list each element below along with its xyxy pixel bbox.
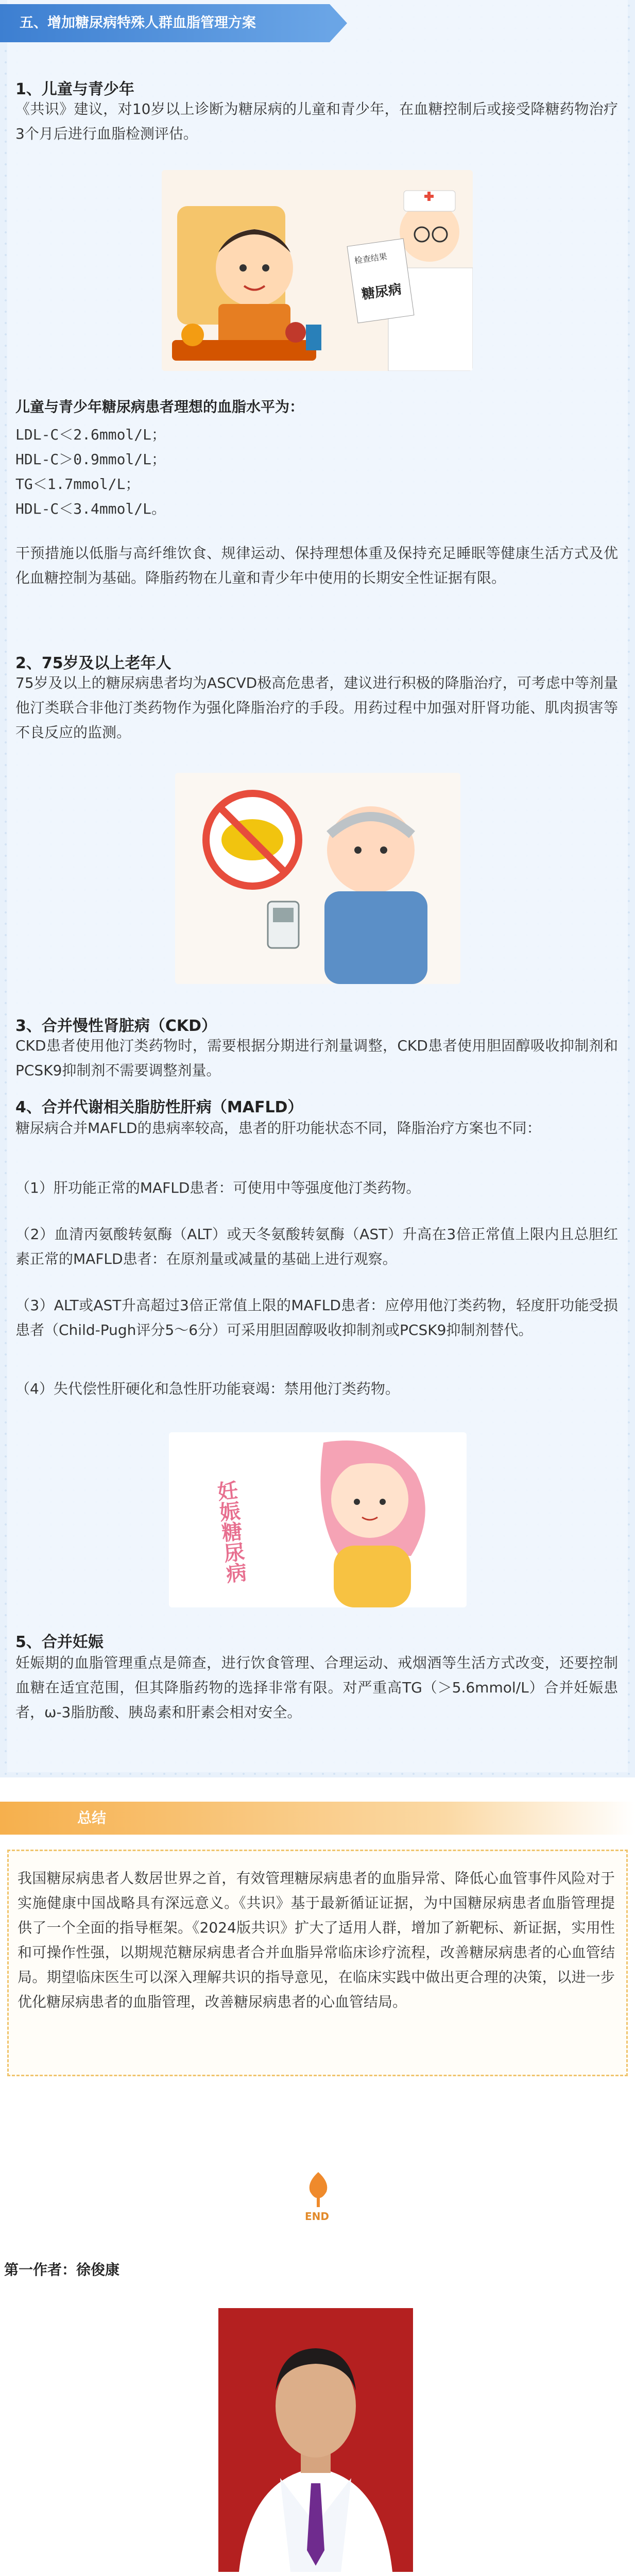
end-label: END: [305, 2210, 330, 2223]
heading-elderly: 2、75岁及以上老年人: [15, 654, 171, 672]
para-children-intervention: 干预措施以低脂与高纤维饮食、规律运动、保持理想体重及保持充足睡眠等健康生活方式及优化血糖控制为基础。降脂药物在儿童和青少年中使用的长期安全性证据有限。: [15, 545, 618, 586]
para-elderly: 75岁及以上的糖尿病患者均为ASCVD极高危患者，建议进行积极的降脂治疗，可考虑中等剂量他汀类联合非他汀类药物作为强化降脂治疗的手段。用药过程中加强对肝肾功能、肌肉损害等不良反应的监测。: [15, 674, 618, 741]
para-children-intro: 《共识》建议，对10岁以上诊断为糖尿病的儿童和青少年，在血糖控制后或接受降糖药物治疗3个月后进行血脂检测评估。: [15, 100, 618, 142]
mafld-item-3: （3）ALT或AST升高超过3倍正常值上限的MAFLD患者：应停用他汀类药物，轻度肝功能受损患者（Child-Pugh评分5～6分）可采用胆固醇吸收抑制剂或PCSK9抑制剂替代。: [15, 1297, 618, 1338]
mafld-item-1: （1）肝功能正常的MAFLD患者：可使用中等强度他汀类药物。: [15, 1179, 421, 1196]
elderly-svg: [175, 773, 460, 984]
child-doctor-svg: [162, 170, 473, 371]
heading-ckd: 3、合并慢性肾脏病（CKD）: [15, 1017, 217, 1035]
pregnancy-caption: 妊娠糖尿病: [213, 1479, 248, 1585]
heading-mafld: 4、合并代谢相关脂肪性肝病（MAFLD）: [15, 1098, 303, 1116]
target-ldl: LDL-C＜2.6mmol/L；: [15, 426, 166, 443]
target-hdl: HDL-C＞0.9mmol/L；: [15, 451, 166, 468]
summary-text: 我国糖尿病患者人数居世界之首，有效管理糖尿病患者的血脂异常、降低心血管事件风险对于实施健康中国战略具有深远意义。《共识》基于最新循证证据，为中国糖尿病患者血脂管理提供了一个全面的指导框架。《2024版共识》扩大了适用人群，增加了新靶标、新证据，实用性和可操作性强，以期规范糖尿病患者合并血脂异常临床诊疗流程，改善糖尿病患者的心血管结局。期望临床医生可以深入理解共识的指导意见，在临床实践中做出更合理的决策，以进一步优化糖尿病患者的血脂管理，改善糖尿病患者的心血管结局。: [18, 1870, 615, 2010]
pregnancy-svg: [169, 1432, 467, 1607]
para-pregnancy: 妊娠期的血脂管理重点是筛查，进行饮食管理、合理运动、戒烟酒等生活方式改变，还要控制血糖在适宜范围，但其降脂药物的选择非常有限。对严重高TG（＞5.6mmol/L）合并妊娠患者，ω-3脂肪酸、胰岛素和肝素会相对安全。: [15, 1654, 618, 1721]
heading-lipid-targets: 儿童与青少年糖尿病患者理想的血脂水平为：: [15, 398, 304, 415]
mafld-item-4: （4）失代偿性肝硬化和急性肝功能衰竭：禁用他汀类药物。: [15, 1380, 400, 1397]
mafld-item-2: （2）血清丙氨酸转氨酶（ALT）或天冬氨酸转氨酶（AST）升高在3倍正常值上限内且总胆红素正常的MAFLD患者：在原剂量或减量的基础上进行观察。: [15, 1226, 618, 1267]
report-title: 检查结果: [353, 251, 388, 266]
author-label: 第一作者：徐俊康: [4, 2261, 120, 2278]
target-tg: TG＜1.7mmol/L；: [15, 476, 140, 493]
para-mafld-intro: 糖尿病合并MAFLD的患病率较高，患者的肝功能状态不同，降脂治疗方案也不同：: [15, 1120, 541, 1137]
heading-children: 1、儿童与青少年: [15, 80, 134, 98]
child-doctor-illustration: [162, 170, 473, 371]
summary-title: 总结: [77, 1809, 107, 1826]
target-hdl-2: HDL-C＜3.4mmol/L。: [15, 500, 166, 517]
pregnancy-illustration: [169, 1432, 467, 1607]
heading-pregnancy: 5、合并妊娠: [15, 1633, 104, 1651]
end-tree-icon: [307, 2172, 330, 2210]
author-photo: [218, 2308, 413, 2572]
section-title: 五、增加糖尿病特殊人群血脂管理方案: [0, 4, 330, 42]
report-label: 糖尿病: [361, 281, 403, 303]
author-photo-svg: [218, 2308, 413, 2572]
para-ckd: CKD患者使用他汀类药物时，需要根据分期进行剂量调整，CKD患者使用胆固醇吸收抑制剂和PCSK9抑制剂不需要调整剂量。: [15, 1037, 618, 1079]
elderly-illustration: [175, 773, 460, 984]
